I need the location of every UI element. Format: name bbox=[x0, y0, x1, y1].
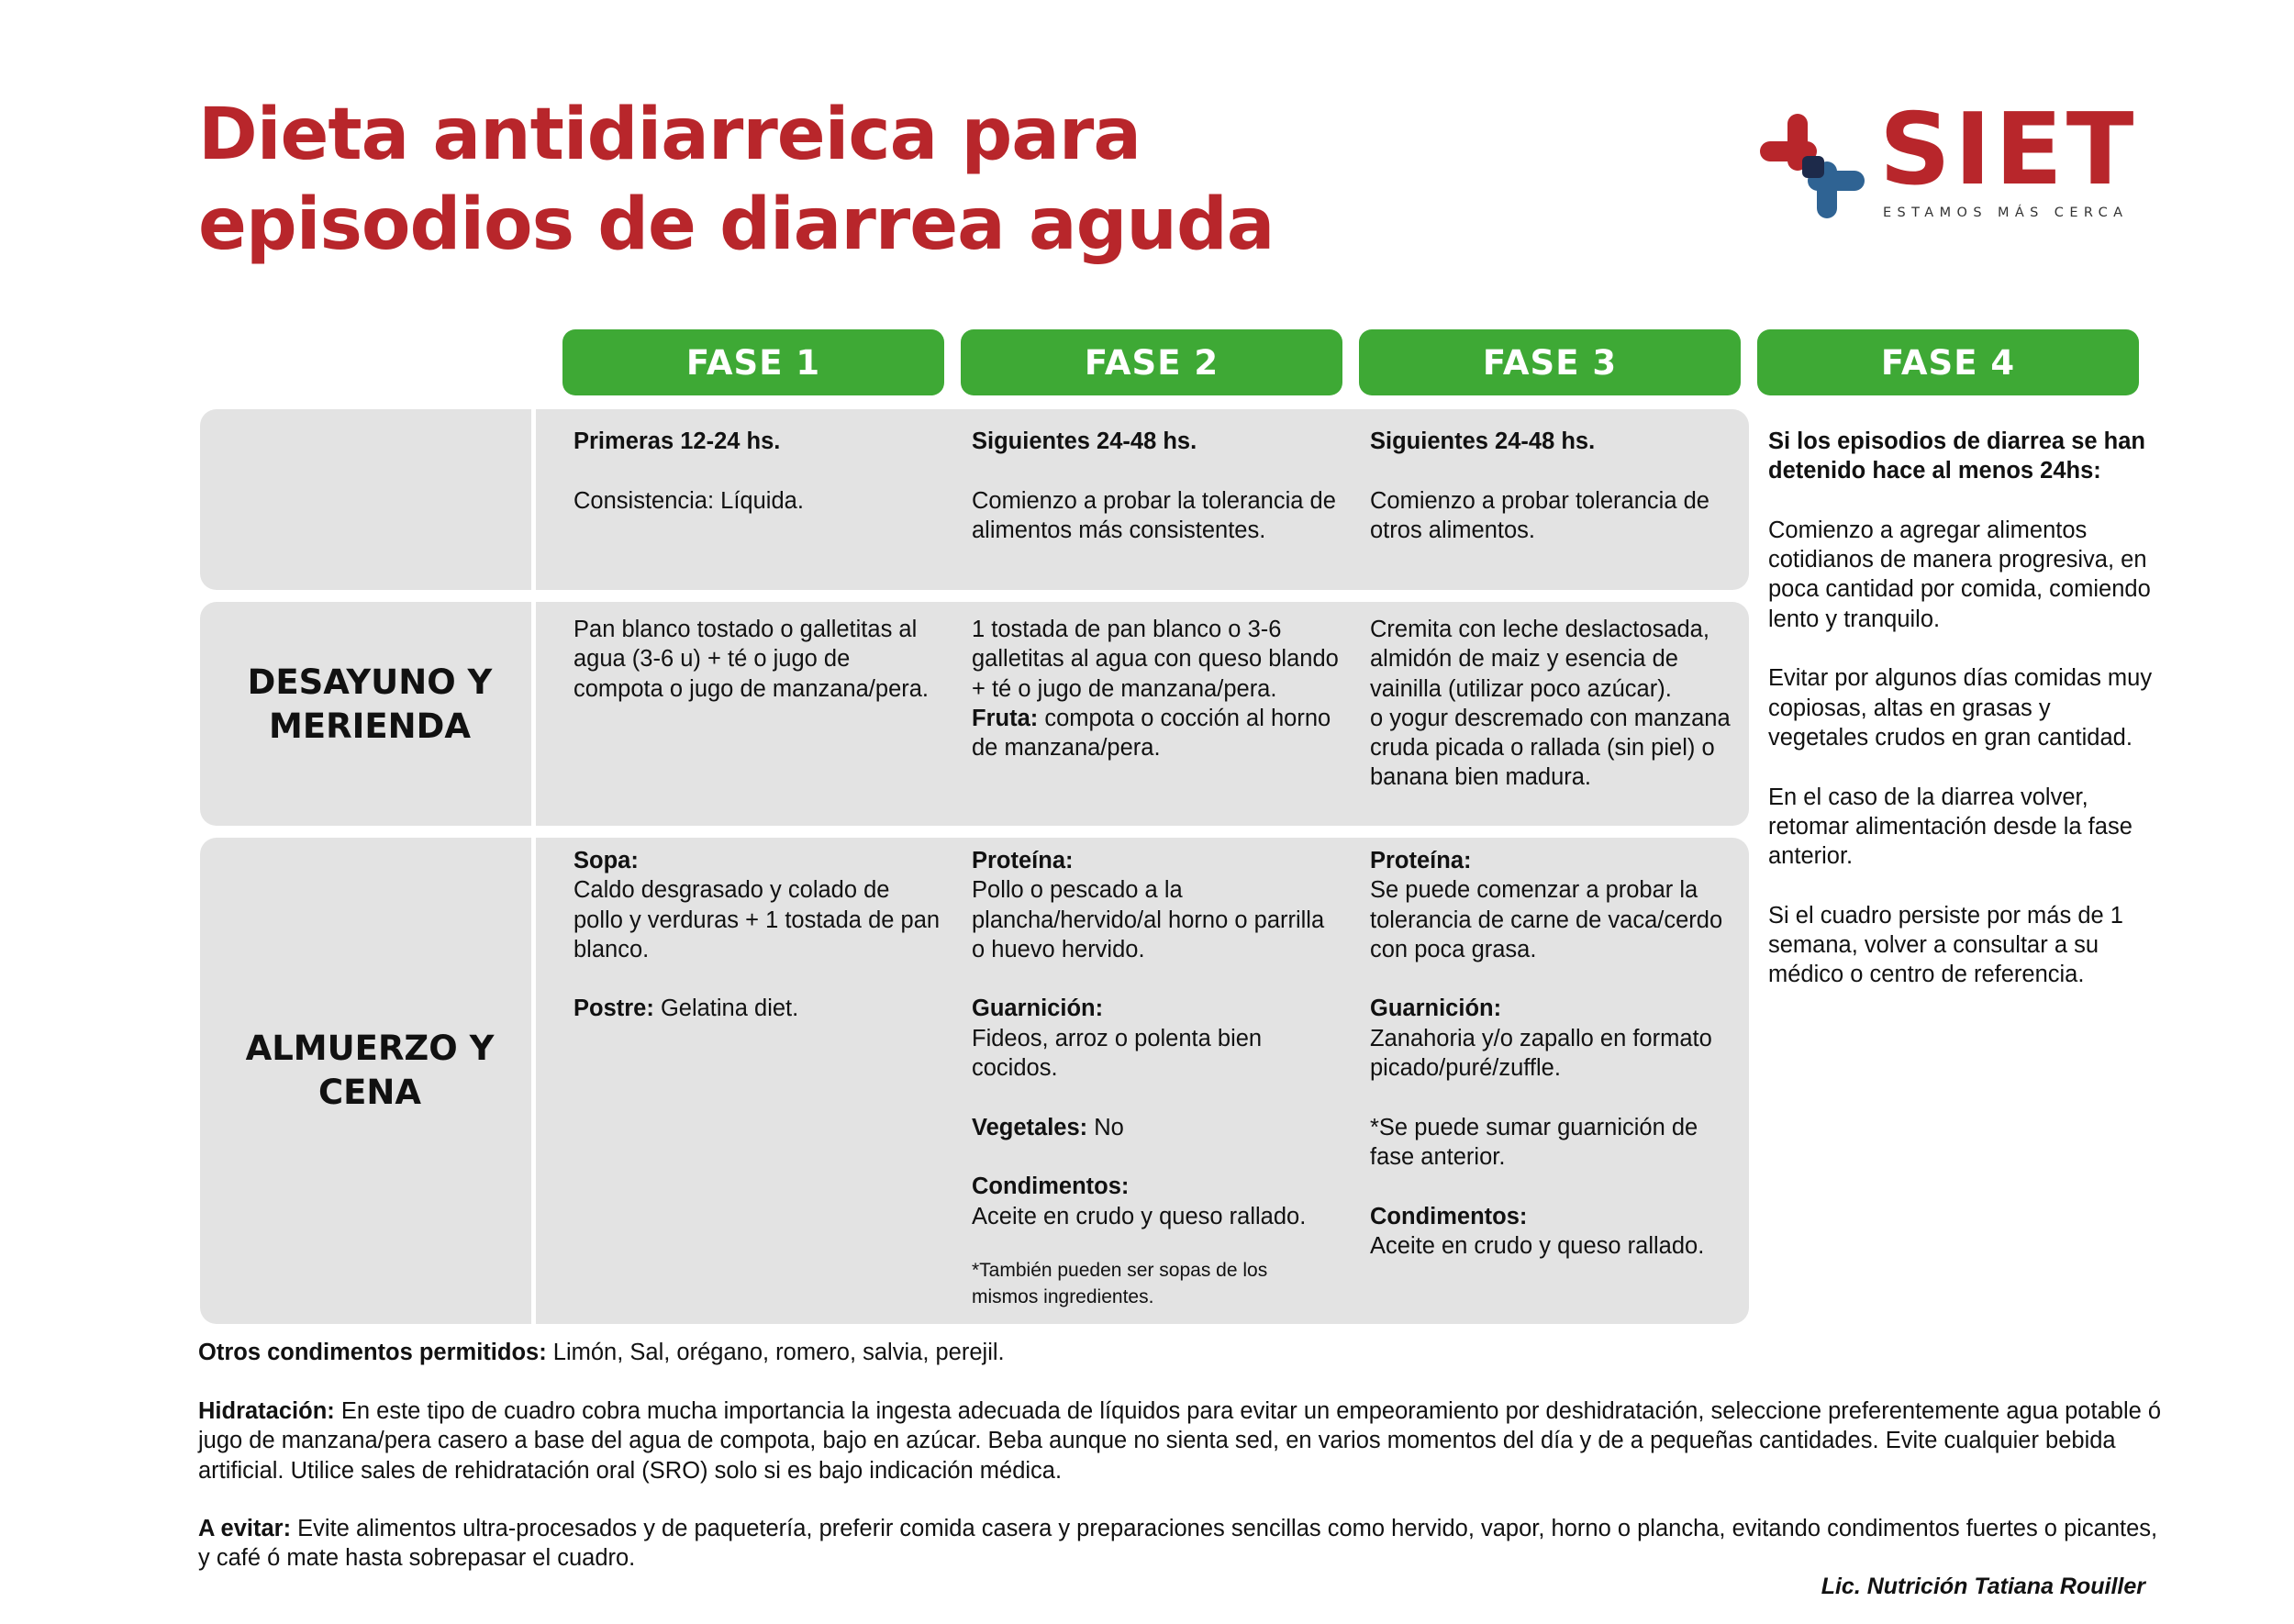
f3-guarnicion-text: Zanahoria y/o zapallo en formato picado/puré/zuffle. bbox=[1370, 1025, 1712, 1082]
phase-header-4: FASE 4 bbox=[1757, 329, 2139, 395]
phase-header-2: FASE 2 bbox=[961, 329, 1342, 395]
desayuno-cell-fase-1: Pan blanco tostado o galletitas al agua (3-6 u) + té o jugo de compota o jugo de manzana/pera. bbox=[574, 617, 930, 702]
postre-label: Postre: bbox=[574, 996, 654, 1022]
f2-guarnicion-label: Guarnición: bbox=[972, 996, 1104, 1022]
intro-heading-fase-2: Siguientes 24-48 hs. bbox=[972, 428, 1197, 454]
phase-header-1: FASE 1 bbox=[562, 329, 944, 395]
footer-evitar-text: Evite alimentos ultra-procesados y de paquetería, preferir comida casera y preparaciones sencillas como hervido, vapor, horno o plancha, evitando condimentos fuertes o picantes, y café ó mate hasta sobrepasar el cuadro. bbox=[198, 1516, 2158, 1572]
footer-condimentos bbox=[198, 1338, 2162, 1367]
footer-hidratacion-text: En este tipo de cuadro cobra mucha importancia la ingesta adecuada de líquidos para evitar un empeoramiento por deshidratación, seleccione preferentemente agua potable ó jugo de manzana/pera casero a base del agua de compota, bajo en azúcar. Beba aunque no sienta sed, en varios momentos del día y de a pequeñas cantidades. Evite cualquier bebida artificial. Utilice sales de rehidratación oral (SRO) solo si es bajo indicación médica. bbox=[198, 1398, 2162, 1484]
intro-text-fase-1: Consistencia: Líquida. bbox=[574, 487, 804, 514]
fase-4-paragraph-4: Si el cuadro persiste por más de 1 semana, volver a consultar a su médico o centro de referencia. bbox=[1768, 902, 2123, 988]
logo-tagline: ESTAMOS MÁS CERCA bbox=[1883, 206, 2129, 220]
page-title-line-2: episodios de diarrea aguda bbox=[198, 184, 1275, 266]
intro-text-fase-3: Comienzo a probar tolerancia de otros alimentos. bbox=[1370, 487, 1709, 543]
f3-guarnicion-note: *Se puede sumar guarnición de fase anterior. bbox=[1370, 1114, 1698, 1170]
f2-proteina-text: Pollo o pescado a la plancha/hervido/al horno o parrilla o huevo hervido. bbox=[972, 877, 1325, 962]
postre-text: Gelatina diet. bbox=[653, 996, 799, 1022]
fase-4-heading: Si los episodios de diarrea se han detenido hace al menos 24hs: bbox=[1768, 428, 2145, 484]
fruta-text: compota o cocción al horno de manzana/pera. bbox=[972, 705, 1331, 762]
fase-4-paragraph-3: En el caso de la diarrea volver, retomar alimentación desde la fase anterior. bbox=[1768, 784, 2133, 870]
f2-sopas-note: *También pueden ser sopas de los mismos ingredientes. bbox=[972, 1260, 1268, 1307]
f2-condimentos-label: Condimentos: bbox=[972, 1174, 1130, 1200]
intro-cell-fase-2 bbox=[972, 427, 1339, 545]
column-divider bbox=[531, 409, 536, 1324]
f3-condimentos-label: Condimentos: bbox=[1370, 1203, 1528, 1229]
logo-wordmark: SIET bbox=[1879, 93, 2138, 207]
fase-4-column bbox=[1768, 427, 2154, 990]
f3-guarnicion-label: Guarnición: bbox=[1370, 996, 1502, 1022]
footer-condimentos-label: Otros condimentos permitidos: bbox=[198, 1340, 547, 1365]
footer-hidratacion bbox=[198, 1396, 2162, 1485]
sopa-label: Sopa: bbox=[574, 848, 639, 873]
intro-heading-fase-3: Siguientes 24-48 hs. bbox=[1370, 428, 1596, 454]
intro-text-fase-2: Comienzo a probar la tolerancia de alimentos más consistentes. bbox=[972, 487, 1336, 543]
page-title-line-1: Dieta antidiarreica para bbox=[198, 94, 1141, 176]
desayuno-cell-fase-2 bbox=[972, 615, 1339, 762]
f2-vegetales-text: No bbox=[1087, 1114, 1124, 1140]
phase-header-3: FASE 3 bbox=[1359, 329, 1741, 395]
fase-4-paragraph-1: Comienzo a agregar alimentos cotidianos de manera progresiva, en poca cantidad por comida, comiendo lento y tranquilo. bbox=[1768, 517, 2151, 632]
sopa-text: Caldo desgrasado y colado de pollo y verduras + 1 tostada de pan blanco. bbox=[574, 877, 941, 962]
f3-condimentos-text: Aceite en crudo y queso rallado. bbox=[1370, 1232, 1705, 1259]
f3-proteina-label: Proteína: bbox=[1370, 848, 1472, 873]
f2-condimentos-text: Aceite en crudo y queso rallado. bbox=[972, 1203, 1307, 1229]
f3-proteina-text: Se puede comenzar a probar la tolerancia de carne de vaca/cerdo con poca grasa. bbox=[1370, 877, 1723, 962]
medical-cross-icon bbox=[1760, 114, 1870, 224]
intro-heading-fase-1: Primeras 12-24 hs. bbox=[574, 428, 781, 454]
desayuno-cell-fase-3: Cremita con leche deslactosada, almidón de maiz y esencia de vainilla (utilizar poco azúcar). o yogur descremado con manzana cruda picada o rallada (sin piel) o banana bien madura. bbox=[1370, 617, 1731, 791]
footer-hidratacion-label: Hidratación: bbox=[198, 1398, 335, 1424]
fase-4-paragraph-2: Evitar por algunos días comidas muy copiosas, altas en grasas y vegetales crudos en gran cantidad. bbox=[1768, 665, 2153, 751]
footer-evitar-label: A evitar: bbox=[198, 1516, 292, 1541]
page-title bbox=[198, 90, 1274, 270]
intro-cell-fase-3 bbox=[1370, 427, 1737, 545]
siet-logo bbox=[1760, 93, 2138, 228]
author-signature: Lic. Nutrición Tatiana Rouiller bbox=[1821, 1574, 2145, 1599]
almuerzo-cell-fase-1 bbox=[574, 846, 941, 1024]
row-label-almuerzo: ALMUERZO Y CENA bbox=[245, 1029, 495, 1112]
fruta-label: Fruta: bbox=[972, 705, 1039, 731]
footer-condimentos-text: Limón, Sal, orégano, romero, salvia, perejil. bbox=[546, 1340, 1005, 1365]
almuerzo-cell-fase-2 bbox=[972, 846, 1339, 1231]
desayuno-text-fase-2: 1 tostada de pan blanco o 3-6 galletitas al agua con queso blando + té o jugo de manzana/pera. bbox=[972, 617, 1339, 702]
intro-cell-fase-1 bbox=[574, 427, 941, 516]
row-label-desayuno: DESAYUNO Y MERIENDA bbox=[247, 662, 493, 746]
f2-guarnicion-text: Fideos, arroz o polenta bien cocidos. bbox=[972, 1025, 1263, 1082]
f2-proteina-label: Proteína: bbox=[972, 848, 1074, 873]
f2-vegetales-label: Vegetales: bbox=[972, 1114, 1088, 1140]
almuerzo-cell-fase-3 bbox=[1370, 846, 1737, 1261]
footer-evitar bbox=[198, 1514, 2162, 1574]
